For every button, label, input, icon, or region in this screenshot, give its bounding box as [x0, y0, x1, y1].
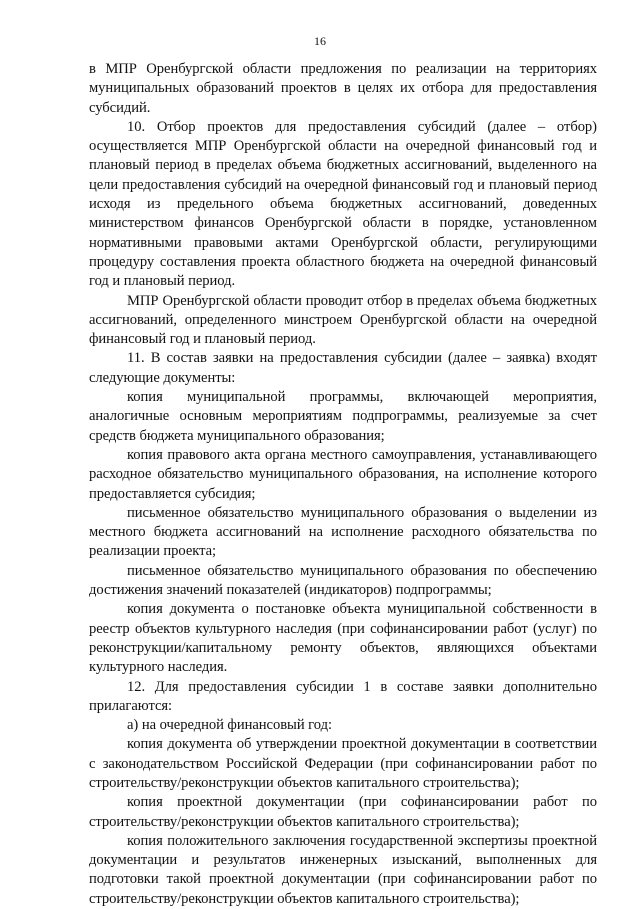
paragraph-subitem-a: а) на очередной финансовый год:	[127, 717, 332, 734]
paragraph-item-11: 11. В состав заявки на предоставления субсидии (далее – заявка) входят следующие документы:	[89, 350, 597, 386]
paragraph-selection-limit: МПР Оренбургской области проводит отбор в пределах объема бюджетных ассигнований, определенного минстроем Оренбургской области на очередной финансовый год и плановый период.	[89, 292, 597, 348]
paragraph-doc-approval: копия документа об утверждении проектной документации в соответствии с законодательством Российской Федерации (при софинансировании работ по строительству/реконструкции объектов капитального строительства);	[89, 736, 597, 791]
paragraph-doc-project-documentation: копия проектной документации (при софинансировании работ по строительству/реконструкции объектов капитального строительства);	[89, 794, 597, 830]
paragraph-item-12: 12. Для предоставления субсидии 1 в составе заявки дополнительно прилагаются:	[89, 678, 597, 714]
paragraph-doc-indicators-obligation: письменное обязательство муниципального образования по обеспечению достижения значений показателей (индикаторов) подпрограммы;	[89, 562, 597, 599]
document-body	[89, 60, 597, 909]
paragraph-doc-budget-obligation: письменное обязательство муниципального образования о выделении из местного бюджета ассигнований на исполнение расходного обязательства по реализации проекта;	[89, 504, 597, 560]
paragraph-item-10: 10. Отбор проектов для предоставления субсидий (далее – отбор) осуществляется МПР Оренбургской области на очередной финансовый год и плановый период в пределах объема бюджетных ассигнований, выделенного на цели предоставления субсидий на очередной финансовый год и плановый период исходя из предельного объема бюджетных ассигнований, доведенных министерством финансов Оренбургской области в порядке, установленном нормативными правовыми актами Оренбургской области, регулирующими процедуру составления проекта областного бюджета на очередной финансовый год и плановый период.	[89, 118, 597, 290]
page-number: 16	[314, 34, 326, 48]
paragraph-doc-heritage-registry: копия документа о постановке объекта муниципальной собственности в реестр объектов культурного наследия (при софинансировании работ (услуг) по реконструкции/капитальному ремонту объектов, являющихся объектами культурного наследия.	[89, 601, 597, 676]
paragraph-continuation: в МПР Оренбургской области предложения по реализации на территориях муниципальных образований проектов в целях их отбора для предоставления субсидий.	[89, 61, 597, 116]
paragraph-doc-expert-conclusion: копия положительного заключения государственной экспертизы проектной документации и результатов инженерных изысканий, выполненных для подготовки такой проектной документации (при софинансировании работ по строительству/реконструкции объектов капитального строительства);	[89, 832, 597, 907]
paragraph-doc-legal-act: копия правового акта органа местного самоуправления, устанавливающего расходное обязательство муниципального образования, на исполнение которого предоставляется субсидия;	[89, 446, 597, 502]
paragraph-doc-municipal-program: копия муниципальной программы, включающей мероприятия, аналогичные основным мероприятиям подпрограммы, реализуемые за счет средств бюджета муниципального образования;	[89, 389, 597, 444]
